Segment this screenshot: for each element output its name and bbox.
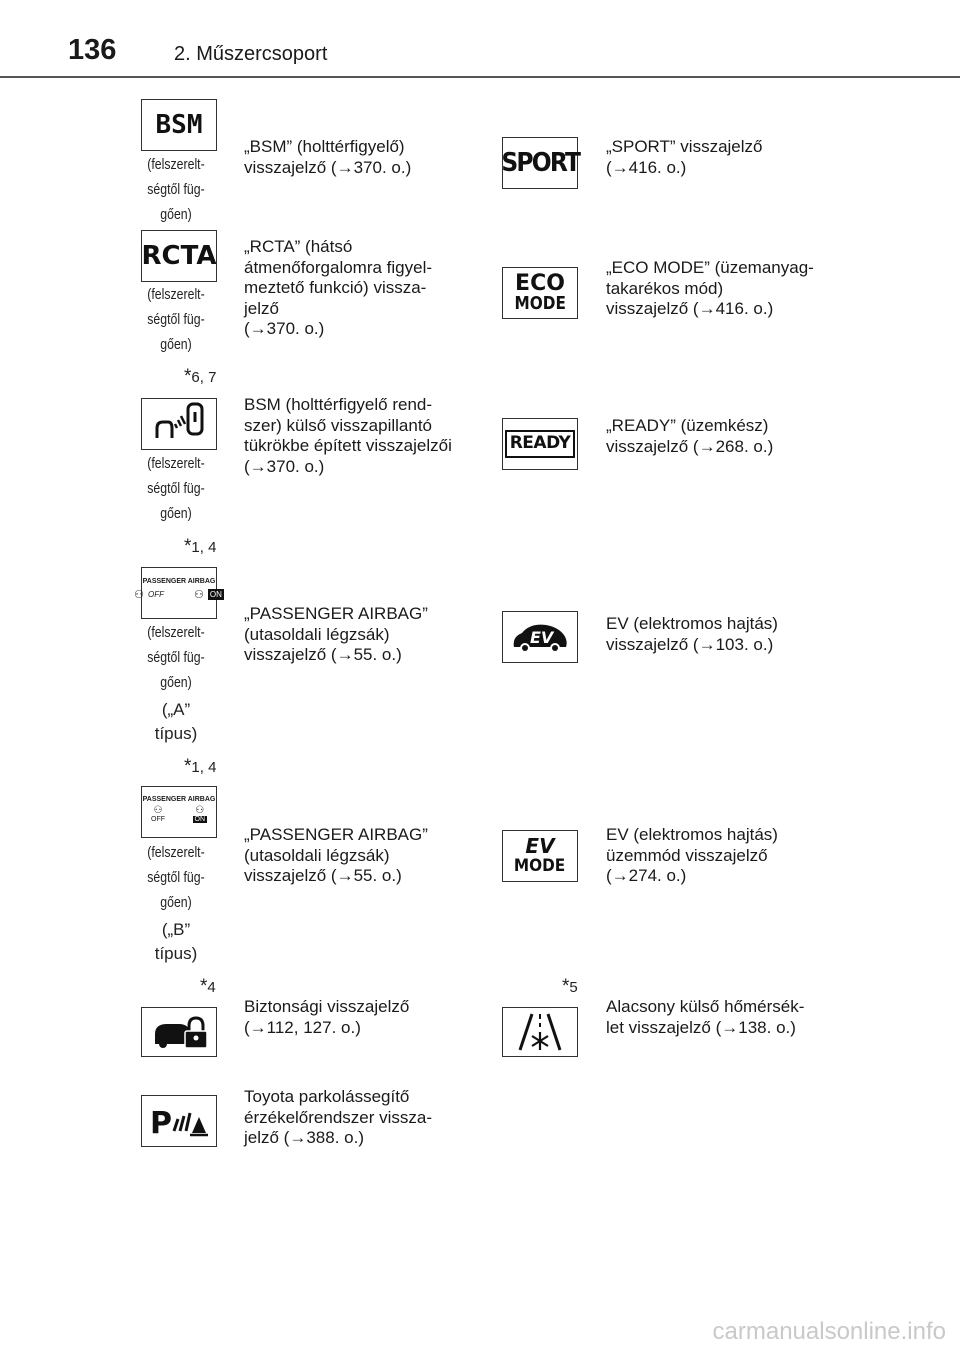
optional-label: (felszerelt- ségtől füg- gően) [147, 156, 205, 223]
ev-description: EV (elektromos hajtás) visszajelző (→103. o.) [606, 614, 778, 654]
optional-label: (felszerelt- ségtől füg- gően) [147, 624, 205, 691]
parking-assist-description: Toyota parkolássegítő érzékelőrendszer vissza- jelző (→388. o.) [244, 1087, 433, 1147]
eco-icon-text: ECO [515, 270, 565, 296]
bsm-mirror-description: BSM (holttérfigyelő rend- szer) külső visszapillantó tükrökbe épített visszajelzői (→370. o.) [244, 395, 452, 476]
security-lock-graphic [149, 1012, 209, 1052]
bsm-icon [141, 99, 217, 151]
sport-description: „SPORT” visszajelző (→416. o.) [606, 137, 763, 177]
passenger-airbag-a-description: „PASSENGER AIRBAG” (utasoldali légzsák) visszajelző (→55. o.) [244, 604, 428, 664]
bsm-icon-text: BSM [155, 110, 203, 140]
optional-label: (felszerelt- ségtől füg- gően) [147, 844, 205, 911]
airbag-person-icon: ⚇ [153, 805, 163, 816]
bsm-description: „BSM” (holttérfigyelő) visszajelző (→370. o.) [244, 137, 412, 177]
bsm-mirror-icon [141, 398, 217, 450]
footnote-marker: *1, 4 [184, 756, 217, 777]
ev-car-graphic [510, 619, 570, 655]
airbag-a-off-label: OFF [148, 590, 164, 599]
ev-icon [502, 611, 578, 663]
rcta-description: „RCTA” (hátsó átmenőforgalomra figyel- meztető funkció) vissza- jelző (→370. o.) [244, 237, 433, 338]
eco-mode-icon [502, 267, 578, 319]
footnote-marker: *5 [562, 976, 578, 997]
airbag-person-on-icon: ⚇ [195, 805, 205, 816]
passenger-airbag-b-description: „PASSENGER AIRBAG” (utasoldali légzsák) visszajelző (→55. o.) [244, 825, 428, 885]
ready-icon-text: READY [509, 433, 571, 453]
low-temperature-graphic [510, 1010, 570, 1054]
type-label-b: („B” típus) [154, 920, 198, 963]
sport-icon-text: SPORT [501, 148, 579, 178]
security-description: Biztonsági visszajelző (→112, 127. o.) [244, 997, 410, 1037]
ev-mode-mode-text: MODE [514, 856, 566, 876]
header-rule [0, 76, 960, 78]
rcta-icon-text: RCTA [141, 241, 217, 271]
security-lock-icon [141, 1007, 217, 1057]
eco-mode-description: „ECO MODE” (üzemanyag- takarékos mód) visszajelző (→416. o.) [606, 258, 814, 318]
bsm-mirror-icon-graphic [141, 398, 217, 450]
airbag-b-off-label: OFF [151, 816, 165, 823]
optional-label: (felszerelt- ségtől füg- gően) [147, 286, 205, 353]
airbag-person-icon: ⚇ [134, 589, 144, 601]
header-divider [162, 36, 164, 78]
footnote-marker: *6, 7 [184, 366, 217, 387]
airbag-b-indicators [151, 806, 207, 823]
airbag-a-indicators [134, 588, 224, 601]
ev-mode-description: EV (elektromos hajtás) üzemmód visszajelző (→274. o.) [606, 825, 778, 885]
page-header [0, 0, 960, 78]
footnote-marker: *1, 4 [184, 536, 217, 557]
passenger-airbag-a-icon [134, 567, 222, 619]
mode-icon-text: MODE [514, 292, 566, 314]
watermark: carmanualsonline.info [712, 1318, 946, 1345]
ev-mode-icon [502, 830, 578, 882]
page-number: 136 [68, 34, 117, 66]
airbag-b-on-label: ON [194, 816, 205, 823]
airbag-a-caption: PASSENGER AIRBAG [142, 578, 216, 585]
ready-icon [502, 418, 578, 470]
airbag-b-caption: PASSENGER AIRBAG [142, 796, 216, 803]
footnote-marker: *4 [200, 976, 216, 997]
parking-assist-graphic [146, 1099, 212, 1143]
ev-mode-ev-text: EV [525, 834, 555, 858]
low-temperature-description: Alacsony külső hőmérsék- let visszajelző (→138. o.) [606, 997, 805, 1037]
ready-description: „READY” (üzemkész) visszajelző (→268. o.) [606, 416, 774, 456]
chapter-title: 2. Műszercsoport [174, 43, 328, 65]
low-temperature-icon [502, 1007, 578, 1057]
type-label-a: („A” típus) [154, 700, 198, 743]
svg-text:P: P [150, 1106, 172, 1141]
sport-icon [502, 137, 578, 189]
airbag-a-on-label: ON [209, 590, 222, 599]
ready-frame [505, 430, 576, 458]
passenger-airbag-b-icon [141, 786, 217, 838]
rcta-icon [141, 230, 217, 282]
parking-assist-icon [141, 1095, 217, 1147]
ev-icon-text: EV [530, 628, 554, 647]
optional-label: (felszerelt- ségtől füg- gően) [147, 455, 205, 522]
airbag-person-on-icon: ⚇ [194, 589, 204, 601]
